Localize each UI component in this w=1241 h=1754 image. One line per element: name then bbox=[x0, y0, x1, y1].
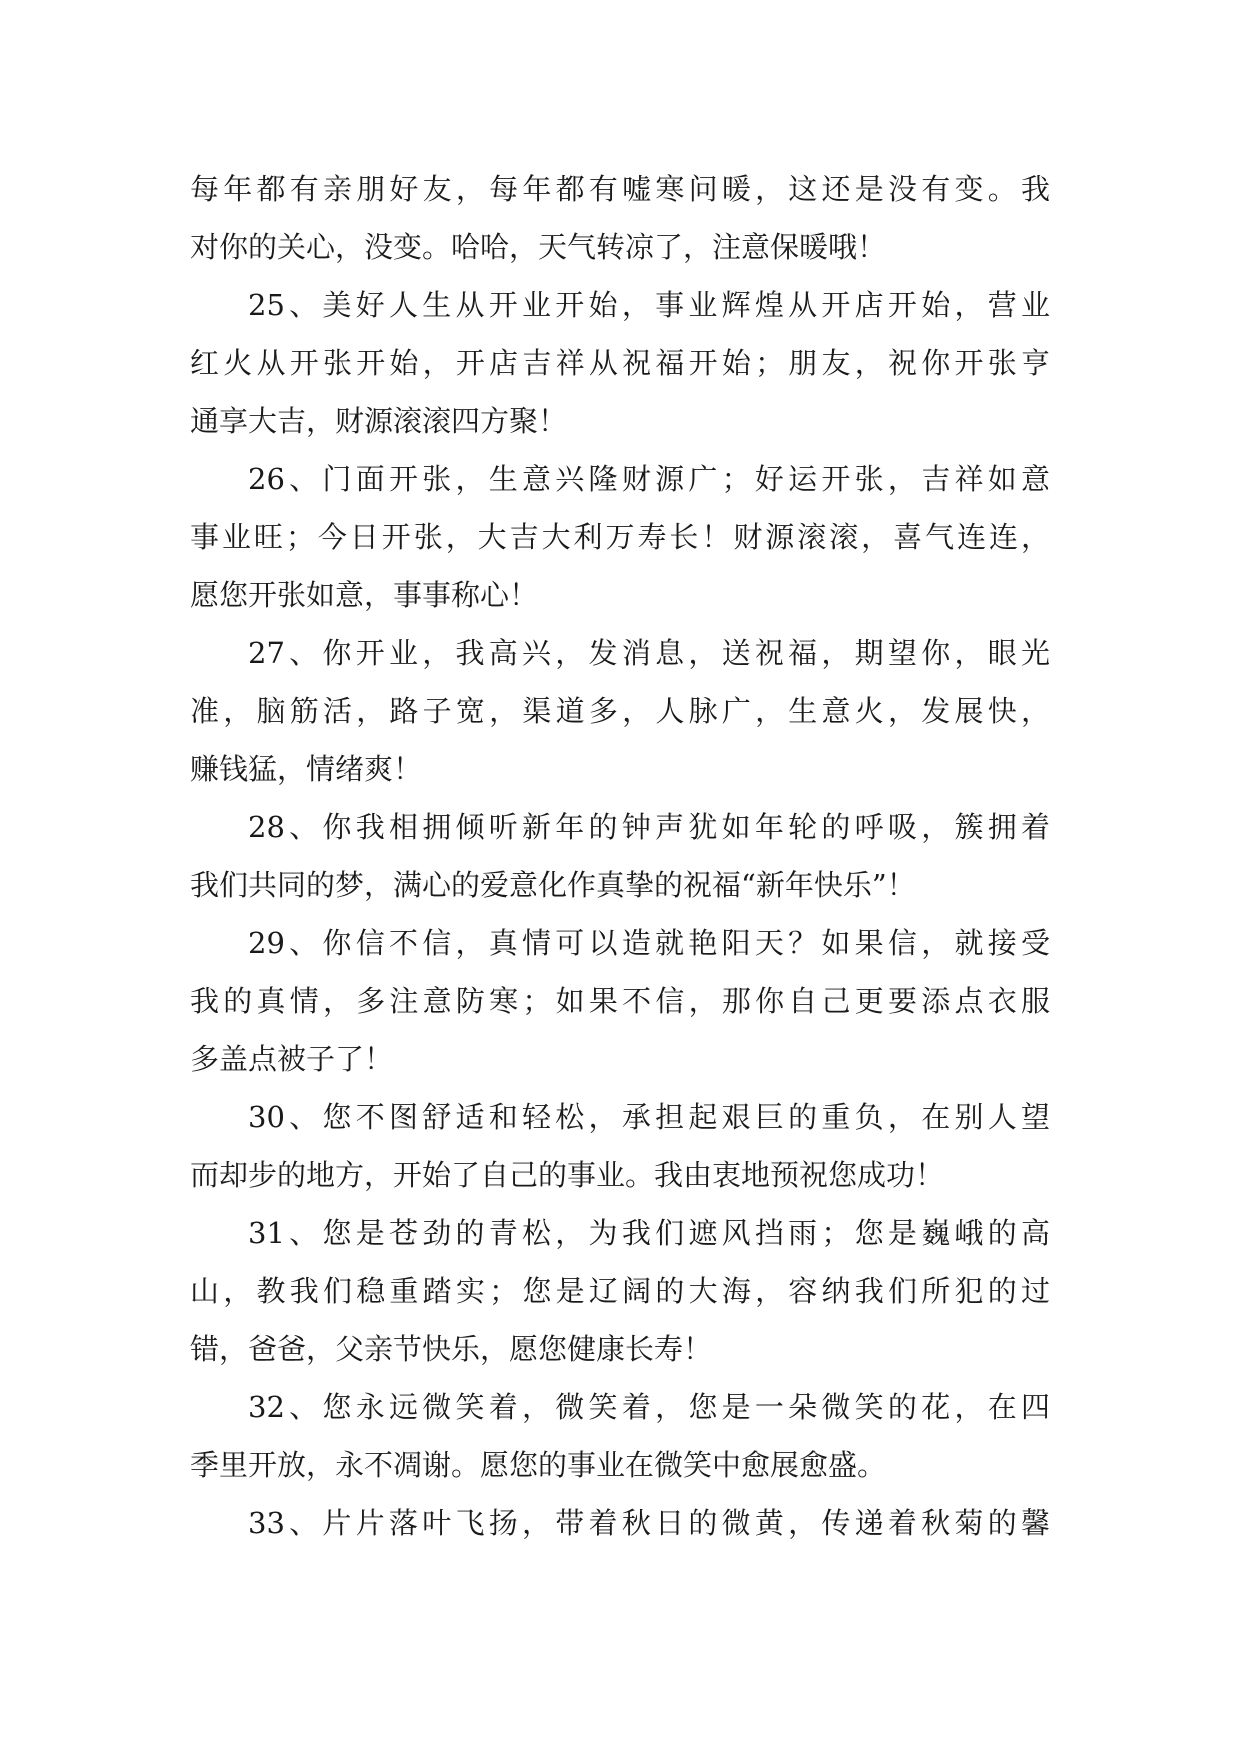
text-line: 29、你信不信，真情可以造就艳阳天？如果信，就接受 bbox=[248, 926, 1050, 960]
text-line: 赚钱猛，情绪爽！ bbox=[190, 752, 423, 786]
paragraph-item-29 bbox=[190, 914, 1050, 1088]
text-line: 25、美好人生从开业开始，事业辉煌从开店开始，营业 bbox=[248, 288, 1050, 322]
text-line: 我们共同的梦，满心的爱意化作真挚的祝福“新年快乐”！ bbox=[190, 868, 916, 902]
text-line: 33、片片落叶飞扬，带着秋日的微黄，传递着秋菊的馨 bbox=[248, 1506, 1050, 1540]
text-line: 每年都有亲朋好友，每年都有嘘寒问暖，这还是没有变。我 bbox=[190, 172, 1050, 206]
text-line: 季里开放，永不凋谢。愿您的事业在微笑中愈展愈盛。 bbox=[190, 1448, 887, 1482]
text-line: 通享大吉，财源滚滚四方聚！ bbox=[190, 404, 568, 438]
text-line: 26、门面开张，生意兴隆财源广；好运开张，吉祥如意 bbox=[248, 462, 1050, 496]
text-line: 事业旺；今日开张，大吉大利万寿长！财源滚滚，喜气连连， bbox=[190, 520, 1050, 554]
text-line: 28、你我相拥倾听新年的钟声犹如年轮的呼吸，簇拥着 bbox=[248, 810, 1050, 844]
text-line: 对你的关心，没变。哈哈，天气转凉了，注意保暖哦！ bbox=[190, 230, 887, 264]
text-line: 错，爸爸，父亲节快乐，愿您健康长寿！ bbox=[190, 1332, 713, 1366]
paragraph-item-26 bbox=[190, 450, 1050, 624]
paragraph-item-32 bbox=[190, 1378, 1050, 1494]
paragraph-item-31 bbox=[190, 1204, 1050, 1378]
paragraph-item-30 bbox=[190, 1088, 1050, 1204]
text-line: 我的真情，多注意防寒；如果不信，那你自己更要添点衣服 bbox=[190, 984, 1050, 1018]
text-line: 准，脑筋活，路子宽，渠道多，人脉广，生意火，发展快， bbox=[190, 694, 1050, 728]
text-line: 27、你开业，我高兴，发消息，送祝福，期望你，眼光 bbox=[248, 636, 1050, 670]
paragraph-continuation bbox=[190, 160, 1050, 276]
text-line: 30、您不图舒适和轻松，承担起艰巨的重负，在别人望 bbox=[248, 1100, 1050, 1134]
text-line: 而却步的地方，开始了自己的事业。我由衷地预祝您成功！ bbox=[190, 1158, 945, 1192]
text-line: 愿您开张如意，事事称心！ bbox=[190, 578, 539, 612]
text-line: 32、您永远微笑着，微笑着，您是一朵微笑的花，在四 bbox=[248, 1390, 1050, 1424]
paragraph-item-27 bbox=[190, 624, 1050, 798]
paragraph-item-28 bbox=[190, 798, 1050, 914]
paragraph-item-33 bbox=[190, 1494, 1050, 1552]
text-line: 山，教我们稳重踏实；您是辽阔的大海，容纳我们所犯的过 bbox=[190, 1274, 1050, 1308]
document-body bbox=[190, 160, 1050, 1552]
text-line: 31、您是苍劲的青松，为我们遮风挡雨；您是巍峨的高 bbox=[248, 1216, 1050, 1250]
paragraph-item-25 bbox=[190, 276, 1050, 450]
text-line: 多盖点被子了！ bbox=[190, 1042, 394, 1076]
text-line: 红火从开张开始，开店吉祥从祝福开始；朋友，祝你开张亨 bbox=[190, 346, 1050, 380]
